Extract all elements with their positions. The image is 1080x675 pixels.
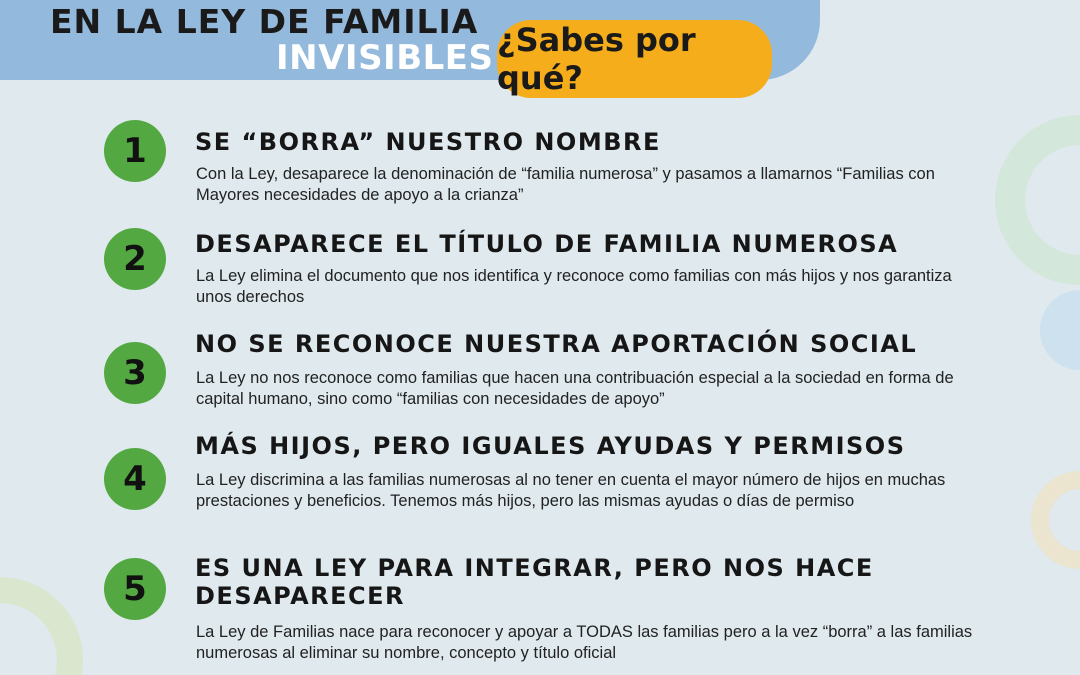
reason-item <box>100 226 1000 316</box>
why-pill <box>497 20 772 98</box>
reason-description: La Ley elimina el documento que nos identifica y reconoce como familias con más hijos y nos garantiza unos derechos <box>196 267 952 306</box>
reason-description: La Ley discrimina a las familias numerosas al no tener en cuenta el mayor número de hijos en muchas prestaciones y beneficios. Tenemos más hijos, pero las mismas ayudas o días de permiso <box>196 471 946 510</box>
badge-number: 3 <box>123 353 147 393</box>
reason-title: DESAPARECE EL TÍTULO DE FAMILIA NUMEROSA <box>195 230 899 258</box>
reason-item <box>100 124 1000 214</box>
reason-item <box>100 430 1000 540</box>
reason-item <box>100 552 1000 672</box>
badge-number: 5 <box>123 569 147 609</box>
reason-title: SE “BORRA” NUESTRO NOMBRE <box>195 128 661 156</box>
reason-title: MÁS HIJOS, PERO IGUALES AYUDAS Y PERMISOS <box>195 432 906 460</box>
number-badge <box>104 558 166 620</box>
badge-number: 2 <box>123 239 147 279</box>
badge-number: 1 <box>123 131 147 171</box>
number-badge <box>104 120 166 182</box>
badge-number: 4 <box>123 459 147 499</box>
reason-title: ES UNA LEY PARA INTEGRAR, PERO NOS HACE DESAPARECER <box>195 554 874 610</box>
reason-description: La Ley de Familias nace para reconocer y apoyar a TODAS las familias pero a la vez “borra” a las familias numerosas al eliminar su nombre, concepto y título oficial <box>196 623 973 662</box>
reason-item <box>100 328 1000 418</box>
header-subtitle: INVISIBLES <box>276 38 494 78</box>
reason-description: Con la Ley, desaparece la denominación de “familia numerosa” y pasamos a llamarnos “Familias con Mayores necesidades de apoyo a la crianza” <box>196 165 935 204</box>
why-text: ¿Sabes por qué? <box>497 21 696 97</box>
reason-title: NO SE RECONOCE NUESTRA APORTACIÓN SOCIAL <box>195 330 918 358</box>
number-badge <box>104 342 166 404</box>
reason-description: La Ley no nos reconoce como familias que hacen una contribuación especial a la sociedad en forma de capital humano, sino como “familias con necesidades de apoyo” <box>196 369 954 408</box>
number-badge <box>104 228 166 290</box>
number-badge <box>104 448 166 510</box>
header-title: EN LA LEY DE FAMILIA <box>50 2 479 41</box>
